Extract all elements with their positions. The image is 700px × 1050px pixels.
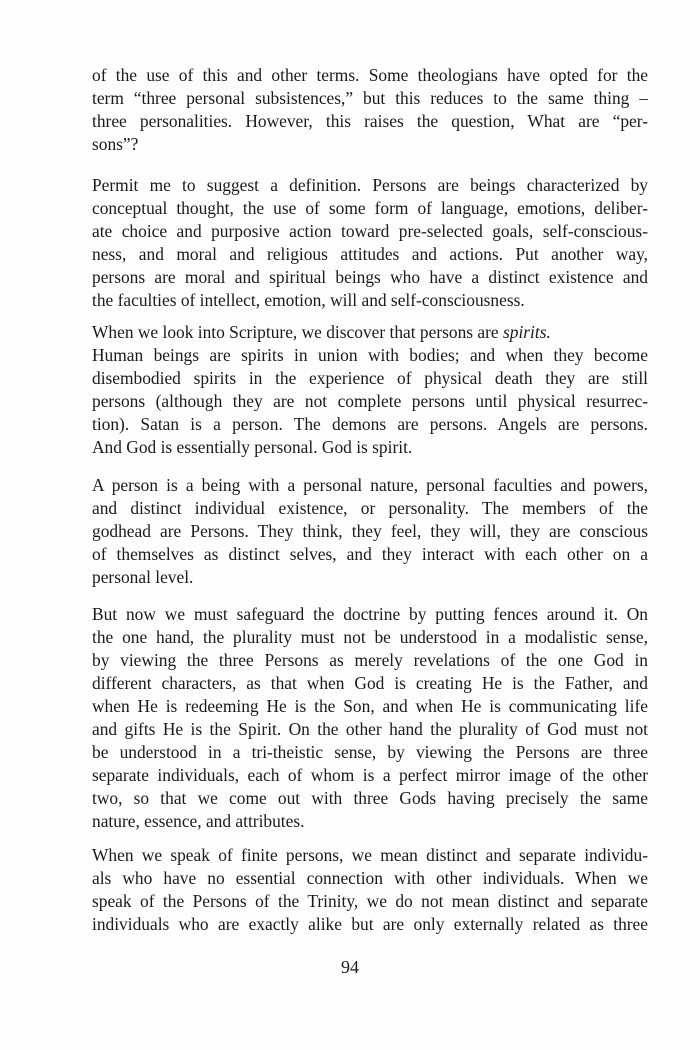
text-run: When we look into Scripture, we discover that persons are	[92, 322, 503, 342]
text-line: by viewing the three Persons as merely revelations of the one God in	[92, 650, 648, 670]
paragraph-5	[92, 603, 648, 833]
text-line: individuals who are exactly alike but are only externally related as three	[92, 914, 648, 934]
text-line: two, so that we come out with three Gods having precisely the same	[92, 788, 648, 808]
text-line: And God is essentially personal. God is spirit.	[92, 437, 413, 457]
text-line: of the use of this and other terms. Some theologians have opted for the	[92, 65, 648, 85]
text-line: Permit me to suggest a definition. Persons are beings characterized by	[92, 175, 648, 195]
text-line: sons”?	[92, 134, 139, 154]
text-line: conceptual thought, the use of some form of language, emotions, deliber-	[92, 198, 648, 218]
text-line: disembodied spirits in the experience of physical death they are still	[92, 368, 648, 388]
text-line: the one hand, the plurality must not be understood in a modalistic sense,	[92, 627, 648, 647]
text-line: ate choice and purposive action toward pre-selected goals, self-conscious-	[92, 221, 648, 241]
text-line: separate individuals, each of whom is a perfect mirror image of the other	[92, 765, 648, 785]
text-line: persons (although they are not complete persons until physical resurrec-	[92, 391, 648, 411]
text-line: ness, and moral and religious attitudes and actions. Put another way,	[92, 244, 648, 264]
text-line: when He is redeeming He is the Son, and when He is communicating life	[92, 696, 648, 716]
text-line: tion). Satan is a person. The demons are persons. Angels are persons.	[92, 414, 648, 434]
page-number: 94	[341, 957, 359, 977]
text-line: godhead are Persons. They think, they feel, they will, they are conscious	[92, 521, 648, 541]
paragraph-6	[92, 844, 648, 936]
text-line: and gifts He is the Spirit. On the other hand the plurality of God must not	[92, 719, 648, 739]
paragraph-4	[92, 474, 648, 589]
text-line: When we speak of finite persons, we mean distinct and separate individu-	[92, 845, 648, 865]
text-line	[92, 321, 648, 344]
text-line: the faculties of intellect, emotion, will and self-consciousness.	[92, 290, 525, 310]
text-line: and distinct individual existence, or personality. The members of the	[92, 498, 648, 518]
text-line: different characters, as that when God is creating He is the Father, and	[92, 673, 648, 693]
text-line: three personalities. However, this raises the question, What are “per-	[92, 111, 648, 131]
text-line: term “three personal subsistences,” but this reduces to the same thing –	[92, 88, 648, 108]
paragraph-3	[92, 321, 648, 459]
text-line: nature, essence, and attributes.	[92, 811, 305, 831]
text-line: of themselves as distinct selves, and they interact with each other on a	[92, 544, 648, 564]
text-line: als who have no essential connection with other individuals. When we	[92, 868, 648, 888]
text-line: personal level.	[92, 567, 194, 587]
text-line: A person is a being with a personal nature, personal faculties and powers,	[92, 475, 648, 495]
text-line: But now we must safeguard the doctrine by putting fences around it. On	[92, 604, 648, 624]
text-line: persons are moral and spiritual beings who have a distinct existence and	[92, 267, 648, 287]
text-line: Human beings are spirits in union with bodies; and when they become	[92, 345, 648, 365]
paragraph-2	[92, 174, 648, 312]
paragraph-1	[92, 64, 648, 156]
text-line: be understood in a tri-theistic sense, by viewing the Persons are three	[92, 742, 648, 762]
italic-word: spirits.	[502, 322, 551, 342]
text-line: speak of the Persons of the Trinity, we do not mean distinct and separate	[92, 891, 648, 911]
